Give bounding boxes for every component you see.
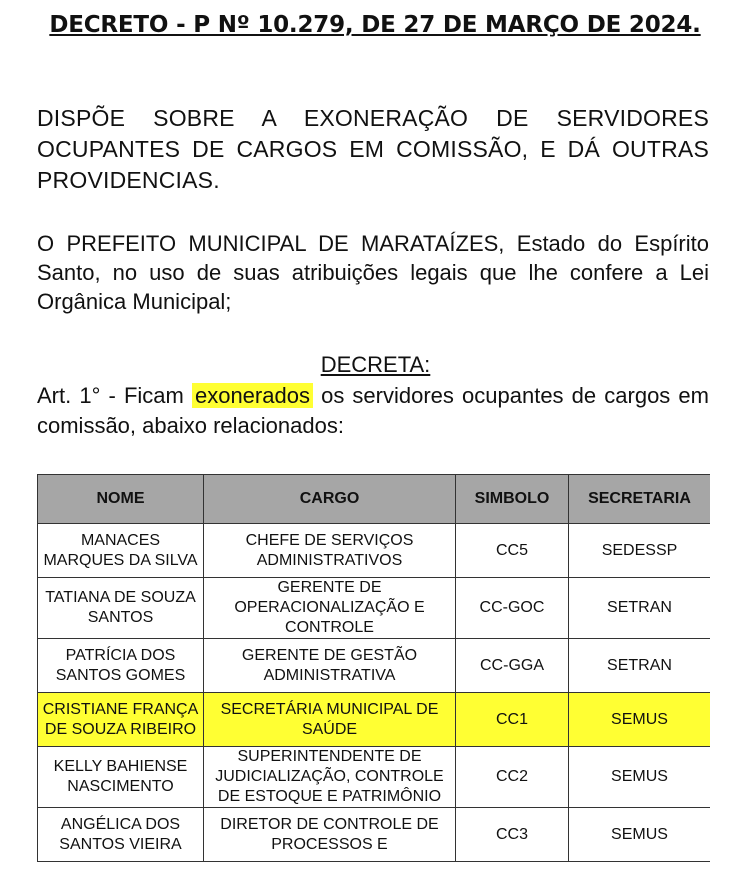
table-row [38, 639, 711, 693]
article-1 [37, 381, 709, 441]
decree-ementa: DISPÕE SOBRE A EXONERAÇÃO DE SERVIDORES OCUPANTES DE CARGOS EM COMISSÃO, E DÁ OUTRAS PROVIDENCIAS. [37, 105, 709, 193]
cell-simbolo: CC5 [456, 524, 569, 578]
cell-cargo: GERENTE DE OPERACIONALIZAÇÃO E CONTROLE [204, 578, 456, 639]
cell-nome: TATIANA DE SOUZA SANTOS [38, 578, 204, 639]
cell-secretaria: SETRAN [569, 639, 711, 693]
header-nome: NOME [38, 475, 204, 524]
table-row [38, 524, 711, 578]
cell-nome: CRISTIANE FRANÇA DE SOUZA RIBEIRO [38, 693, 204, 747]
table-row [38, 747, 711, 808]
cell-secretaria: SEMUS [569, 693, 711, 747]
header-simbolo: SIMBOLO [456, 475, 569, 524]
cell-cargo: DIRETOR DE CONTROLE DE PROCESSOS E [204, 808, 456, 862]
table-row [38, 578, 711, 639]
cell-simbolo: CC1 [456, 693, 569, 747]
cell-secretaria: SETRAN [569, 578, 711, 639]
article-1-suffix: os servidores ocupantes de cargos em comissão, abaixo relacionados: [37, 383, 709, 438]
table-row [38, 808, 711, 862]
cell-simbolo: CC2 [456, 747, 569, 808]
cell-simbolo: CC3 [456, 808, 569, 862]
highlighted-word: exonerados [192, 383, 313, 408]
cell-secretaria: SEDESSP [569, 524, 711, 578]
exoneration-table [37, 474, 710, 862]
cell-simbolo: CC-GGA [456, 639, 569, 693]
table-row-highlighted [38, 693, 711, 747]
header-secretaria: SECRETARIA [569, 475, 711, 524]
cell-secretaria: SEMUS [569, 808, 711, 862]
cell-cargo: GERENTE DE GESTÃO ADMINISTRATIVA [204, 639, 456, 693]
cell-nome: ANGÉLICA DOS SANTOS VIEIRA [38, 808, 204, 862]
cell-cargo: SECRETÁRIA MUNICIPAL DE SAÚDE [204, 693, 456, 747]
cell-secretaria: SEMUS [569, 747, 711, 808]
cell-cargo: CHEFE DE SERVIÇOS ADMINISTRATIVOS [204, 524, 456, 578]
header-cargo: CARGO [204, 475, 456, 524]
cell-nome: MANACES MARQUES DA SILVA [38, 524, 204, 578]
cell-nome: KELLY BAHIENSE NASCIMENTO [38, 747, 204, 808]
decreta-heading: DECRETA: [320, 352, 431, 377]
article-1-prefix: Art. 1° - Ficam [37, 383, 184, 408]
exoneration-table-container [37, 474, 710, 862]
table-header-row [38, 475, 711, 524]
cell-nome: PATRÍCIA DOS SANTOS GOMES [38, 639, 204, 693]
cell-simbolo: CC-GOC [456, 578, 569, 639]
decree-title: DECRETO - P Nº 10.279, DE 27 DE MARÇO DE 2024. [49, 12, 701, 38]
cell-cargo: SUPERINTENDENTE DE JUDICIALIZAÇÃO, CONTROLE DE ESTOQUE E PATRIMÔNIO [204, 747, 456, 808]
decree-preamble: O PREFEITO MUNICIPAL DE MARATAÍZES, Estado do Espírito Santo, no uso de suas atribuições legais que lhe confere a Lei Orgânica Municipal; [37, 231, 709, 314]
